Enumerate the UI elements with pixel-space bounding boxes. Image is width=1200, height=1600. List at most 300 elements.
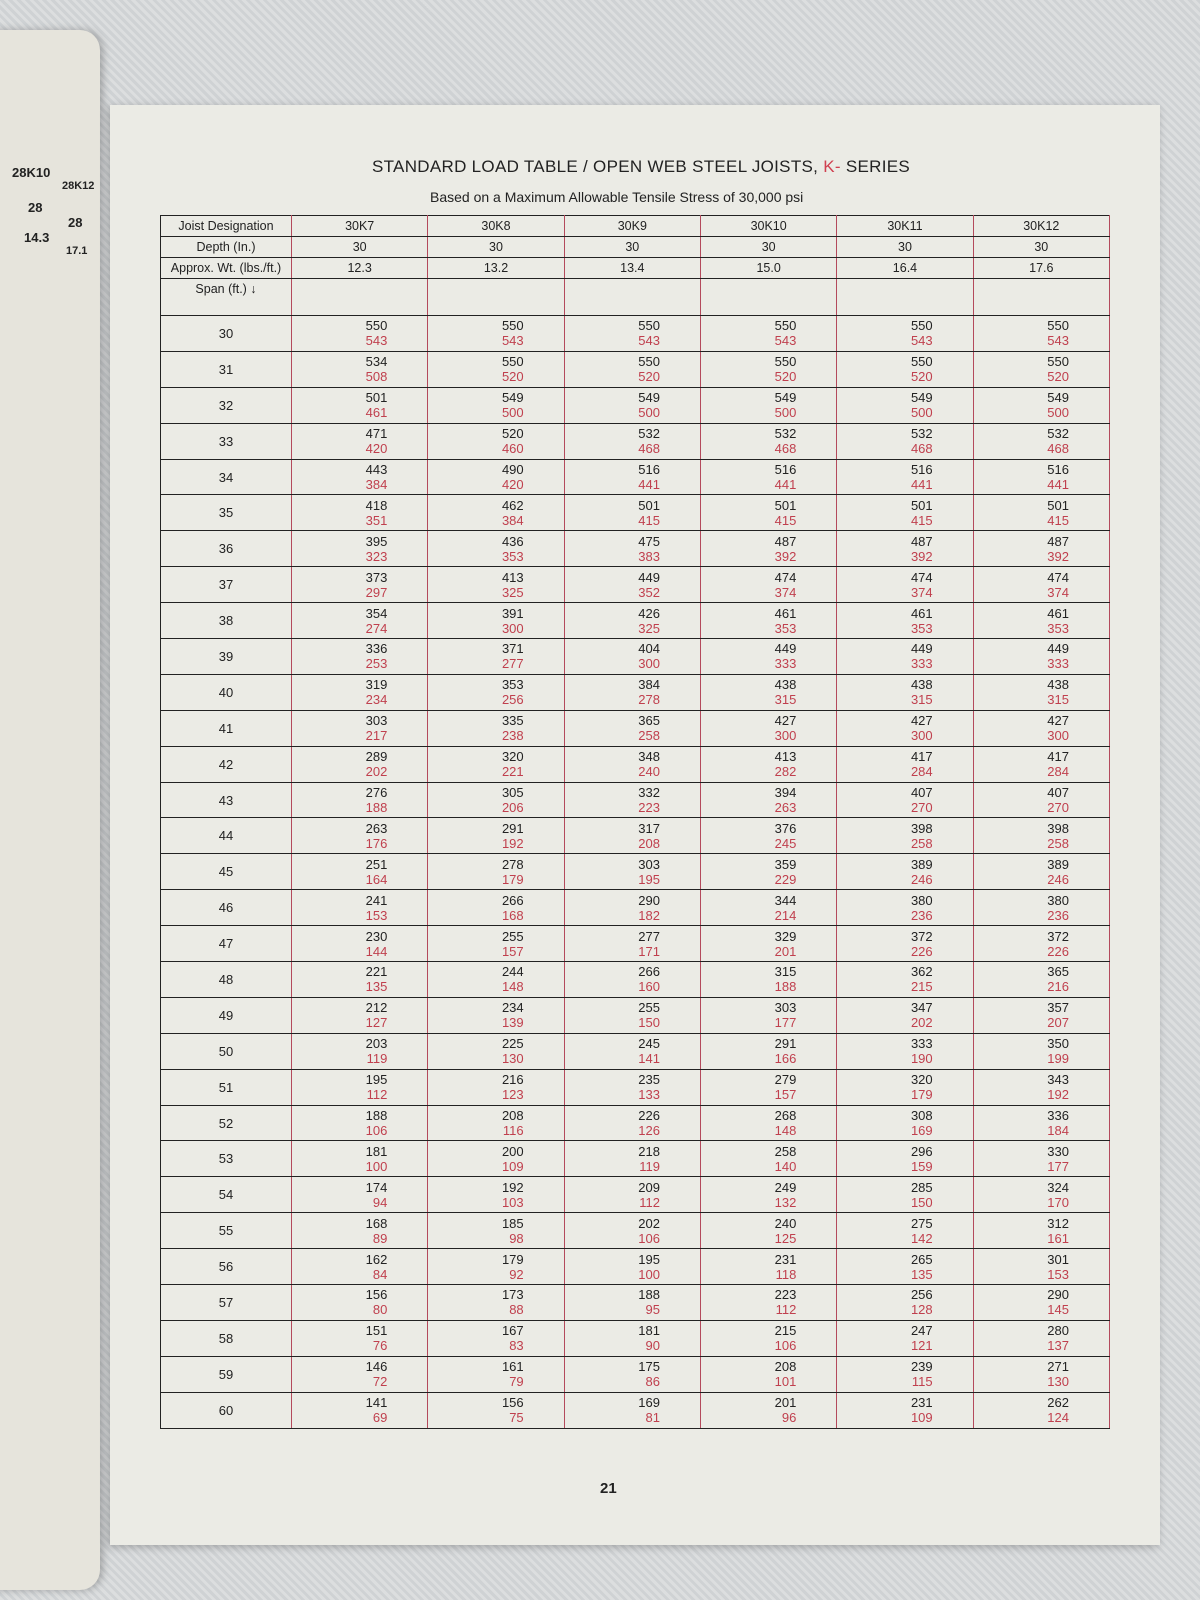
live-load-value: 127	[365, 1015, 388, 1031]
total-load-value: 173	[501, 1287, 524, 1303]
total-load-value: 175	[638, 1359, 660, 1375]
total-load-value: 417	[1047, 749, 1069, 765]
total-load-value: 278	[501, 856, 524, 872]
page-subtitle: Based on a Maximum Allowable Tensile Stress of 30,000 psi	[430, 189, 804, 205]
live-load-value: 98	[509, 1230, 524, 1246]
total-load-value: 231	[910, 1395, 933, 1411]
live-load-value: 221	[501, 764, 524, 780]
load-cell	[428, 818, 564, 854]
span-value: 42	[161, 746, 292, 782]
load-cell	[564, 674, 700, 710]
total-load-value: 389	[910, 856, 933, 872]
span-value: 41	[161, 710, 292, 746]
live-load-value: 135	[365, 979, 388, 995]
total-load-value: 290	[638, 892, 660, 908]
total-load-value: 407	[910, 785, 933, 801]
live-load-value: 333	[1047, 656, 1069, 672]
total-load-value: 146	[365, 1359, 388, 1375]
load-cell	[700, 387, 836, 423]
live-load-value: 263	[774, 800, 797, 816]
table-row	[161, 1356, 1110, 1392]
live-load-value: 130	[1047, 1374, 1069, 1390]
load-cell	[700, 926, 836, 962]
total-load-value: 550	[774, 318, 797, 334]
load-cell	[700, 1033, 836, 1069]
load-cell	[973, 1141, 1109, 1177]
load-cell	[837, 962, 973, 998]
table-row	[161, 1033, 1110, 1069]
live-load-value: 135	[910, 1266, 933, 1282]
live-load-value: 508	[365, 369, 388, 385]
load-cell	[428, 1249, 564, 1285]
empty-cell	[428, 279, 564, 316]
live-load-value: 245	[774, 835, 797, 851]
live-load-value: 353	[501, 548, 524, 564]
live-load-value: 106	[774, 1338, 797, 1354]
total-load-value: 280	[1047, 1323, 1069, 1339]
live-load-value: 256	[501, 692, 524, 708]
span-value: 31	[161, 351, 292, 387]
span-value: 32	[161, 387, 292, 423]
load-cell	[428, 1392, 564, 1428]
live-load-value: 500	[638, 405, 660, 421]
total-load-value: 344	[774, 892, 797, 908]
total-load-value: 373	[365, 569, 388, 585]
depth-label: Depth (In.)	[161, 237, 292, 258]
total-load-value: 296	[910, 1143, 933, 1159]
weight-cell: 13.4	[564, 258, 700, 279]
live-load-value: 543	[638, 333, 660, 349]
live-load-value: 441	[638, 477, 660, 492]
span-value: 43	[161, 782, 292, 818]
load-cell	[292, 351, 428, 387]
total-load-value: 275	[910, 1215, 933, 1231]
live-load-value: 460	[501, 441, 524, 457]
load-cell	[292, 962, 428, 998]
load-cell	[428, 603, 564, 639]
load-cell	[837, 495, 973, 531]
live-load-value: 112	[775, 1302, 797, 1318]
live-load-value: 215	[910, 979, 933, 995]
live-load-value: 159	[910, 1158, 933, 1174]
total-load-value: 389	[1047, 856, 1069, 872]
total-load-value: 475	[638, 533, 660, 549]
total-load-value: 407	[1047, 785, 1069, 801]
table-row	[161, 387, 1110, 423]
table-row	[161, 459, 1110, 495]
live-load-value: 92	[509, 1266, 524, 1282]
live-load-value: 179	[910, 1087, 933, 1103]
span-value: 47	[161, 926, 292, 962]
load-cell	[428, 962, 564, 998]
live-load-value: 500	[774, 405, 797, 421]
total-load-value: 291	[774, 1036, 797, 1052]
total-load-value: 188	[638, 1287, 660, 1303]
live-load-value: 246	[910, 871, 933, 887]
table-row	[161, 782, 1110, 818]
live-load-value: 441	[774, 477, 797, 492]
load-cell	[292, 1320, 428, 1356]
live-load-value: 176	[365, 835, 388, 851]
total-load-value: 532	[1047, 426, 1069, 442]
live-load-value: 148	[501, 979, 524, 995]
table-row	[161, 710, 1110, 746]
live-load-value: 145	[1047, 1302, 1069, 1318]
load-cell	[564, 1213, 700, 1249]
load-cell	[564, 1285, 700, 1321]
total-load-value: 550	[365, 318, 388, 334]
live-load-value: 171	[638, 943, 660, 959]
load-cell	[564, 746, 700, 782]
load-cell	[292, 890, 428, 926]
load-cell	[700, 782, 836, 818]
total-load-value: 365	[1047, 964, 1069, 980]
load-cell	[973, 1249, 1109, 1285]
live-load-value: 520	[1047, 369, 1069, 385]
total-load-value: 353	[501, 677, 524, 693]
load-cell	[973, 710, 1109, 746]
total-load-value: 277	[638, 928, 660, 944]
live-load-value: 157	[501, 943, 524, 959]
load-cell	[973, 1177, 1109, 1213]
empty-cell	[973, 279, 1109, 316]
load-cell	[428, 674, 564, 710]
load-cell	[428, 351, 564, 387]
table-row	[161, 1105, 1110, 1141]
load-cell	[428, 1141, 564, 1177]
span-value: 39	[161, 639, 292, 675]
live-load-value: 164	[365, 871, 388, 887]
total-load-value: 247	[910, 1323, 933, 1339]
total-load-value: 241	[365, 892, 388, 908]
span-value: 37	[161, 567, 292, 603]
total-load-value: 169	[638, 1395, 660, 1411]
total-load-value: 462	[501, 497, 524, 513]
table-row	[161, 639, 1110, 675]
total-load-value: 550	[638, 318, 660, 334]
load-cell	[428, 423, 564, 459]
title-series: SERIES	[840, 157, 910, 176]
total-load-value: 192	[501, 1179, 524, 1195]
total-load-value: 471	[365, 426, 388, 442]
total-load-value: 244	[501, 964, 524, 980]
load-cell	[428, 1033, 564, 1069]
span-value: 57	[161, 1285, 292, 1321]
total-load-value: 347	[910, 1000, 933, 1016]
total-load-value: 474	[910, 569, 933, 585]
live-load-value: 153	[1047, 1266, 1069, 1282]
load-cell	[973, 1285, 1109, 1321]
total-load-value: 384	[638, 677, 660, 693]
span-value: 58	[161, 1320, 292, 1356]
title-text: STANDARD LOAD TABLE / OPEN WEB STEEL JOISTS,	[372, 157, 819, 176]
load-cell	[837, 1249, 973, 1285]
load-cell	[700, 316, 836, 352]
total-load-value: 332	[638, 785, 660, 801]
live-load-value: 384	[365, 477, 388, 492]
load-cell	[292, 1033, 428, 1069]
live-load-value: 166	[774, 1051, 797, 1067]
total-load-value: 268	[774, 1108, 797, 1124]
total-load-value: 501	[1047, 497, 1069, 513]
load-cell	[292, 926, 428, 962]
total-load-value: 365	[638, 713, 660, 729]
total-load-value: 357	[1047, 1000, 1069, 1016]
load-cell	[973, 495, 1109, 531]
load-cell	[564, 639, 700, 675]
table-row	[161, 1320, 1110, 1356]
total-load-value: 550	[910, 318, 933, 334]
load-cell	[973, 997, 1109, 1033]
table-row	[161, 1141, 1110, 1177]
live-load-value: 468	[774, 441, 797, 457]
load-cell	[837, 782, 973, 818]
empty-cell	[564, 279, 700, 316]
live-load-value: 374	[910, 584, 933, 600]
load-cell	[564, 316, 700, 352]
load-cell	[428, 1320, 564, 1356]
table-row	[161, 674, 1110, 710]
total-load-value: 303	[774, 1000, 797, 1016]
load-cell	[973, 567, 1109, 603]
load-cell	[973, 926, 1109, 962]
span-value: 34	[161, 459, 292, 495]
weight-row	[161, 258, 1110, 279]
total-load-value: 449	[1047, 641, 1069, 657]
live-load-value: 223	[638, 800, 660, 816]
total-load-value: 308	[910, 1108, 933, 1124]
span-value: 38	[161, 603, 292, 639]
empty-cell	[700, 279, 836, 316]
total-load-value: 348	[638, 749, 660, 765]
total-load-value: 249	[774, 1179, 797, 1195]
total-load-value: 174	[365, 1179, 388, 1195]
live-load-value: 468	[1047, 441, 1069, 457]
total-load-value: 449	[774, 641, 797, 657]
live-load-value: 124	[1047, 1410, 1069, 1426]
load-cell	[292, 567, 428, 603]
designation-cell: 30K7	[292, 216, 428, 237]
live-load-value: 214	[774, 907, 797, 923]
total-load-value: 336	[1047, 1108, 1069, 1124]
load-cell	[700, 962, 836, 998]
load-cell	[292, 1356, 428, 1392]
load-table	[160, 215, 1110, 1429]
live-load-value: 234	[365, 692, 388, 708]
title-k: K-	[823, 157, 841, 176]
total-load-value: 394	[774, 785, 797, 801]
live-load-value: 500	[501, 405, 524, 421]
live-load-value: 115	[911, 1374, 933, 1390]
total-load-value: 266	[501, 892, 524, 908]
load-cell	[292, 423, 428, 459]
live-load-value: 415	[910, 512, 933, 528]
span-value: 50	[161, 1033, 292, 1069]
total-load-value: 427	[774, 713, 797, 729]
live-load-value: 392	[1047, 548, 1069, 564]
load-cell	[564, 1033, 700, 1069]
total-load-value: 398	[910, 820, 933, 836]
load-cell	[973, 459, 1109, 495]
load-cell	[973, 1320, 1109, 1356]
load-cell	[837, 423, 973, 459]
live-load-value: 258	[910, 835, 933, 851]
total-load-value: 221	[365, 964, 388, 980]
load-cell	[837, 1033, 973, 1069]
load-cell	[428, 1356, 564, 1392]
load-cell	[292, 531, 428, 567]
live-load-value: 520	[501, 369, 524, 385]
load-cell	[428, 926, 564, 962]
live-load-value: 192	[501, 835, 524, 851]
total-load-value: 201	[774, 1395, 797, 1411]
load-cell	[700, 854, 836, 890]
live-load-value: 157	[774, 1087, 797, 1103]
load-cell	[973, 531, 1109, 567]
total-load-value: 167	[501, 1323, 524, 1339]
live-load-value: 441	[1047, 477, 1069, 492]
live-load-value: 161	[1047, 1230, 1069, 1246]
designation-cell: 30K9	[564, 216, 700, 237]
live-load-value: 217	[365, 728, 388, 744]
span-header-row	[161, 279, 1110, 316]
load-cell	[564, 1356, 700, 1392]
load-cell	[292, 854, 428, 890]
load-cell	[292, 495, 428, 531]
total-load-value: 156	[501, 1395, 524, 1411]
live-load-value: 258	[638, 728, 660, 744]
live-load-value: 520	[774, 369, 797, 385]
weight-label: Approx. Wt. (lbs./ft.)	[161, 258, 292, 279]
total-load-value: 162	[365, 1251, 388, 1267]
total-load-value: 271	[1047, 1359, 1069, 1375]
total-load-value: 266	[638, 964, 660, 980]
total-load-value: 303	[638, 856, 660, 872]
load-cell	[564, 890, 700, 926]
live-load-value: 441	[910, 477, 933, 492]
load-cell	[837, 1320, 973, 1356]
live-load-value: 468	[638, 441, 660, 457]
live-load-value: 170	[1047, 1194, 1069, 1210]
load-cell	[564, 782, 700, 818]
live-load-value: 468	[910, 441, 933, 457]
live-load-value: 415	[774, 512, 797, 528]
total-load-value: 185	[501, 1215, 524, 1231]
total-load-value: 289	[365, 749, 388, 765]
total-load-value: 376	[774, 820, 797, 836]
load-cell	[428, 387, 564, 423]
total-load-value: 398	[1047, 820, 1069, 836]
table-row	[161, 854, 1110, 890]
total-load-value: 520	[501, 426, 524, 442]
load-cell	[292, 1213, 428, 1249]
load-cell	[428, 459, 564, 495]
total-load-value: 417	[910, 749, 933, 765]
load-cell	[973, 1356, 1109, 1392]
total-load-value: 231	[774, 1251, 797, 1267]
table-row	[161, 495, 1110, 531]
page-title	[372, 157, 910, 177]
live-load-value: 500	[1047, 405, 1069, 421]
total-load-value: 550	[1047, 354, 1069, 370]
table-row	[161, 997, 1110, 1033]
total-load-value: 413	[501, 569, 524, 585]
weight-cell: 17.6	[973, 258, 1109, 279]
load-cell	[292, 746, 428, 782]
live-load-value: 202	[910, 1015, 933, 1031]
live-load-value: 72	[372, 1374, 388, 1390]
live-load-value: 130	[501, 1051, 524, 1067]
span-value: 52	[161, 1105, 292, 1141]
load-cell	[837, 1356, 973, 1392]
weight-cell: 12.3	[292, 258, 428, 279]
total-load-value: 333	[910, 1036, 933, 1052]
total-load-value: 474	[774, 569, 797, 585]
weight-cell: 13.2	[428, 258, 564, 279]
span-value: 46	[161, 890, 292, 926]
live-load-value: 195	[638, 871, 660, 887]
live-load-value: 103	[501, 1194, 524, 1210]
total-load-value: 490	[501, 462, 524, 477]
load-cell	[700, 1141, 836, 1177]
live-load-value: 139	[501, 1015, 524, 1031]
live-load-value: 83	[509, 1338, 524, 1354]
total-load-value: 449	[638, 569, 660, 585]
total-load-value: 372	[910, 928, 933, 944]
total-load-value: 209	[638, 1179, 660, 1195]
depth-cell: 30	[973, 237, 1109, 258]
load-cell	[428, 746, 564, 782]
load-cell	[973, 387, 1109, 423]
load-cell	[564, 1392, 700, 1428]
load-cell	[837, 387, 973, 423]
load-cell	[428, 531, 564, 567]
span-value: 56	[161, 1249, 292, 1285]
total-load-value: 208	[501, 1108, 524, 1124]
total-load-value: 487	[774, 533, 797, 549]
total-load-value: 395	[365, 533, 388, 549]
table-row	[161, 1392, 1110, 1428]
total-load-value: 251	[365, 856, 388, 872]
load-cell	[700, 746, 836, 782]
total-load-value: 549	[910, 390, 933, 406]
total-load-value: 255	[638, 1000, 660, 1016]
total-load-value: 380	[910, 892, 933, 908]
live-load-value: 543	[365, 333, 388, 349]
designation-cell: 30K8	[428, 216, 564, 237]
load-cell	[837, 1392, 973, 1428]
load-cell	[564, 926, 700, 962]
total-load-value: 550	[501, 318, 524, 334]
load-cell	[700, 351, 836, 387]
total-load-value: 317	[638, 820, 660, 836]
live-load-value: 101	[774, 1374, 797, 1390]
total-load-value: 532	[638, 426, 660, 442]
live-load-value: 278	[638, 692, 660, 708]
total-load-value: 263	[365, 820, 388, 836]
live-load-value: 238	[501, 728, 524, 744]
load-cell	[292, 1392, 428, 1428]
live-load-value: 353	[774, 620, 797, 636]
load-cell	[564, 710, 700, 746]
load-cell	[292, 1141, 428, 1177]
span-value: 35	[161, 495, 292, 531]
total-load-value: 438	[774, 677, 797, 693]
live-load-value: 126	[638, 1123, 660, 1139]
live-load-value: 86	[645, 1374, 660, 1390]
load-cell	[837, 567, 973, 603]
live-load-value: 128	[910, 1302, 933, 1318]
